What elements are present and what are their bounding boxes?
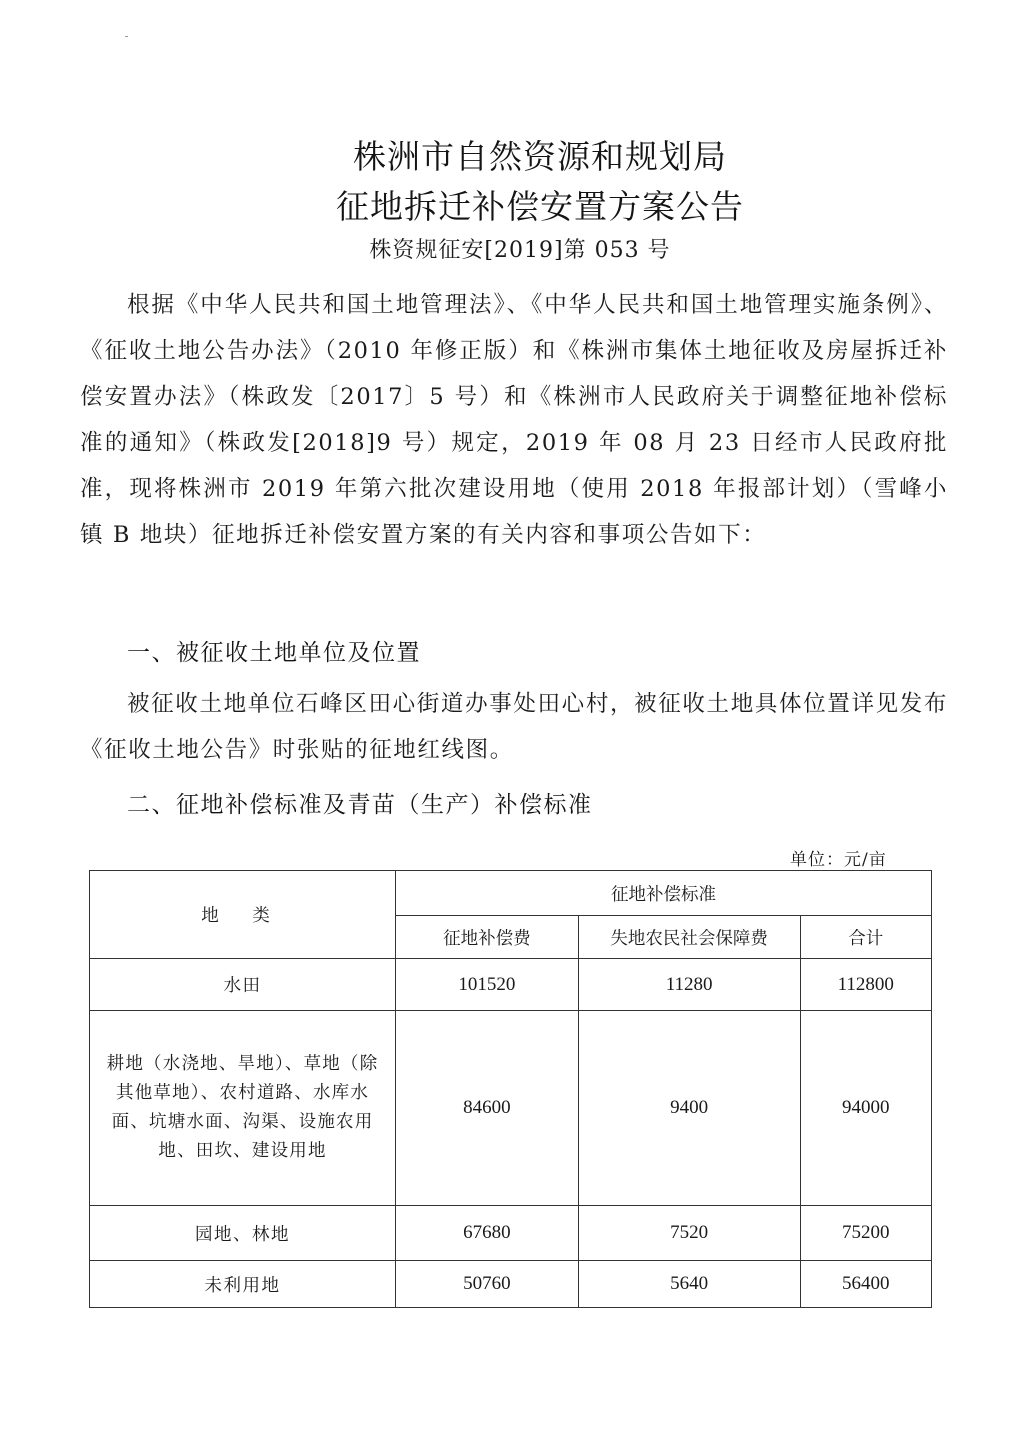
section-heading-1: 一、被征收土地单位及位置	[127, 640, 421, 666]
header-compensation-standard: 征地补偿标准	[396, 871, 932, 916]
compensation-cell: 50760	[396, 1261, 579, 1308]
land-type-cell: 耕地（水浇地、旱地）、草地（除其他草地）、农村道路、水库水面、坑塘水面、沟渠、设施农用地、田坎、建设用地	[90, 1011, 396, 1206]
header-land-type-label: 地 类	[201, 906, 284, 926]
unit-label: 单位：元/亩	[790, 850, 887, 870]
table-row	[90, 1261, 932, 1308]
social-security-cell: 11280	[578, 959, 800, 1011]
scan-speck	[125, 36, 128, 37]
document-number: 株资规征安[2019]第 053 号	[369, 238, 671, 263]
header-land-type	[90, 871, 396, 959]
total-cell: 56400	[800, 1261, 932, 1308]
header-compensation-fee: 征地补偿费	[396, 916, 579, 959]
document-title-line1: 株洲市自然资源和规划局	[353, 137, 727, 176]
table-row	[90, 1011, 932, 1206]
table-header-row	[90, 871, 932, 916]
section-heading-2: 二、征地补偿标准及青苗（生产）补偿标准	[127, 792, 593, 818]
compensation-cell: 67680	[396, 1206, 579, 1261]
table-row	[90, 959, 932, 1011]
document-title-line2: 征地拆迁补偿安置方案公告	[336, 187, 744, 226]
social-security-cell: 9400	[578, 1011, 800, 1206]
compensation-table	[89, 870, 932, 1308]
header-social-security: 失地农民社会保障费	[578, 916, 800, 959]
total-cell: 94000	[800, 1011, 932, 1206]
section-1-text: 被征收土地单位石峰区田心街道办事处田心村，被征收土地具体位置详见发布《征收土地公告》时张贴的征地红线图。	[80, 691, 948, 763]
header-total: 合计	[800, 916, 932, 959]
land-type-cell: 水田	[90, 959, 396, 1011]
social-security-cell: 5640	[578, 1261, 800, 1308]
total-cell: 112800	[800, 959, 932, 1011]
compensation-cell: 84600	[396, 1011, 579, 1206]
compensation-cell: 101520	[396, 959, 579, 1011]
land-type-cell: 未利用地	[90, 1261, 396, 1308]
total-cell: 75200	[800, 1206, 932, 1261]
social-security-cell: 7520	[578, 1206, 800, 1261]
land-type-cell: 园地、林地	[90, 1206, 396, 1261]
table-row	[90, 1206, 932, 1261]
intro-paragraph: 根据《中华人民共和国土地管理法》、《中华人民共和国土地管理实施条例》、《征收土地公告办法》（2010 年修正版）和《株洲市集体土地征收及房屋拆迁补偿安置办法》（株政发〔2017〕5 号）和《株洲市人民政府关于调整征地补偿标准的通知》（株政发[2018]9 号）规定，2019 年 08 月 23 日经市人民政府批准，现将株洲市 2019 年第六批次建设用地（使用 2018 年报部计划）（雪峰小镇 B 地块）征地拆迁补偿安置方案的有关内容和事项公告如下：	[80, 292, 948, 548]
